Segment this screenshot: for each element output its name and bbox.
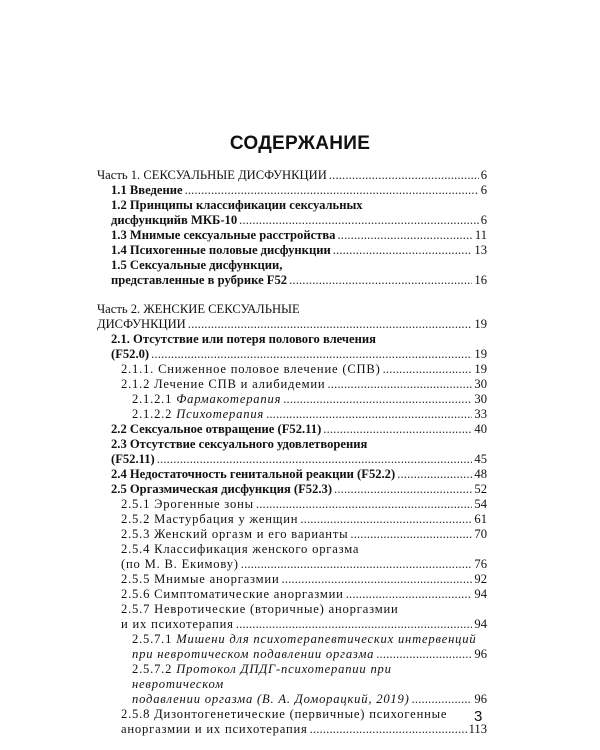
leader-dots (283, 392, 472, 407)
toc-entry-label: при невротическом подавлении оргазма (132, 647, 375, 661)
toc-page-number: 76 (474, 557, 487, 571)
toc-page-number: 30 (474, 392, 487, 406)
toc-page-number: 48 (474, 467, 487, 481)
toc-entry-row (121, 527, 487, 542)
toc-entry-label: Часть 1. СЕКСУАЛЬНЫЕ ДИСФУНКЦИИ (97, 168, 327, 182)
toc-page-number: 11 (474, 228, 487, 242)
toc-entry[interactable] (97, 602, 487, 632)
toc-entry[interactable] (97, 302, 487, 332)
toc-entry-label: и их психотерапия (121, 617, 234, 631)
leader-dots (256, 497, 472, 512)
leader-dots (350, 527, 472, 542)
toc-entry-label: 2.2 Сексуальное отвращение (F52.11) (111, 422, 322, 436)
toc-page-number: 70 (474, 527, 487, 541)
toc-entry-row (121, 572, 487, 587)
toc-page-number: 6 (480, 168, 487, 182)
leader-dots (188, 317, 473, 332)
toc-entry-row (121, 377, 487, 392)
toc-entry-label: 2.1.1. Сниженное половое влечение (СПВ) (121, 362, 381, 376)
leader-dots (300, 512, 472, 527)
toc-entry-row (121, 617, 487, 632)
toc-entry-label: (F52.0) (111, 347, 150, 361)
page-number: 3 (474, 708, 483, 725)
toc-entry-row (121, 587, 487, 602)
toc-page-number: 45 (474, 452, 487, 466)
toc-page-number: 94 (474, 587, 487, 601)
leader-dots (282, 572, 473, 587)
section-gap (97, 288, 487, 302)
toc-entry-line: 2.5.7.2 Протокол ДПДГ-психотерапии при невротическом (132, 662, 392, 691)
leader-dots (383, 362, 473, 377)
toc-entry-row (121, 497, 487, 512)
toc-entry[interactable] (97, 258, 487, 288)
toc-entry[interactable] (97, 542, 487, 572)
toc-entry-label: 2.4 Недостаточность генитальной реакции (F52.2) (111, 467, 396, 481)
leader-dots (239, 213, 479, 228)
toc-entry-label: 2.5.2 Мастурбация у женщин (121, 512, 299, 526)
toc-entry-label: 1.1 Введение (111, 183, 183, 197)
toc-entry-line: 2.1. Отсутствие или потеря полового влечения (111, 332, 376, 346)
toc-entry-label: 1.3 Мнимые сексуальные расстройства (111, 228, 336, 242)
toc-entry-label: 2.5.5 Мнимые аноргазмии (121, 572, 280, 586)
toc-entry-line: 2.5.8 Дизонтогенетические (первичные) психогенные (121, 707, 448, 721)
leader-dots (236, 617, 473, 632)
leader-dots (310, 722, 467, 737)
toc-page-number: 33 (474, 407, 487, 421)
toc-entry-line: 2.5.4 Классификация женского оргазма (121, 542, 360, 556)
toc-entry-label: представленные в рубрике F52 (111, 273, 288, 287)
toc-entry-label: подавлении оргазма (В. А. Доморацкий, 2019) (132, 692, 410, 706)
toc-entry-row (111, 228, 487, 243)
toc-entry[interactable] (97, 243, 487, 258)
toc-page-number: 94 (474, 617, 487, 631)
toc-entry-row (132, 647, 487, 662)
toc-entry-row (111, 422, 487, 437)
toc-page-number: 52 (474, 482, 487, 496)
toc-page-number: 13 (474, 243, 487, 257)
toc-entry-label: 2.5 Оргазмическая дисфункция (F52.3) (111, 482, 333, 496)
toc-entry-line: 1.5 Сексуальные дисфункции, (111, 258, 283, 272)
toc-entry[interactable] (97, 332, 487, 362)
toc-entry-row (111, 482, 487, 497)
leader-dots (157, 452, 473, 467)
leader-dots (333, 243, 473, 258)
toc-page-number: 6 (480, 183, 487, 197)
leader-dots (266, 407, 472, 422)
toc-entry-label: 2.5.6 Симптоматические аноргазмии (121, 587, 344, 601)
leader-dots (323, 422, 472, 437)
toc-entry-label: 2.1.2.1 Фармакотерапия (132, 392, 282, 406)
toc-entry[interactable] (97, 512, 487, 527)
toc-entry[interactable] (97, 572, 487, 587)
table-of-contents (97, 168, 487, 737)
toc-entry-row (121, 362, 487, 377)
toc-entry[interactable] (97, 422, 487, 437)
toc-entry-row (111, 213, 487, 228)
toc-entry-row (97, 317, 487, 332)
toc-entry-label: 2.1.2 Лечение СПВ и алибидемии (121, 377, 326, 391)
toc-entry-row (121, 557, 487, 572)
toc-entry-row (111, 452, 487, 467)
toc-page-number: 113 (468, 722, 487, 736)
leader-dots (337, 228, 472, 243)
toc-entry-line: 2.3 Отсутствие сексуального удовлетворения (111, 437, 368, 451)
toc-entry-label: ДИСФУНКЦИИ (97, 317, 186, 331)
toc-entry-label: 1.4 Психогенные половые дисфункции (111, 243, 331, 257)
toc-page-number: 6 (480, 213, 487, 227)
toc-entry[interactable] (97, 662, 487, 707)
toc-page-number: 30 (474, 377, 487, 391)
toc-entry-label: (по М. В. Екимову) (121, 557, 239, 571)
toc-entry[interactable] (97, 183, 487, 198)
toc-entry[interactable] (97, 527, 487, 542)
toc-entry-label: 2.1.2.2 Психотерапия (132, 407, 265, 421)
toc-entry-row (97, 168, 487, 183)
leader-dots (185, 183, 479, 198)
toc-entry[interactable] (97, 198, 487, 228)
toc-entry-line: 2.5.7 Невротические (вторичные) аноргазмии (121, 602, 399, 616)
leader-dots (397, 467, 472, 482)
toc-entry-line: Часть 2. ЖЕНСКИЕ СЕКСУАЛЬНЫЕ (97, 302, 300, 316)
toc-entry-row (121, 512, 487, 527)
toc-entry[interactable] (97, 482, 487, 497)
leader-dots (151, 347, 472, 362)
toc-entry[interactable] (97, 707, 487, 737)
toc-entry-row (111, 183, 487, 198)
toc-entry[interactable] (97, 377, 487, 392)
toc-page-number: 19 (474, 362, 487, 376)
leader-dots (346, 587, 473, 602)
leader-dots (412, 692, 473, 707)
toc-entry-row (111, 467, 487, 482)
toc-page-number: 19 (474, 317, 487, 331)
toc-entry-row (132, 392, 487, 407)
toc-entry[interactable] (97, 228, 487, 243)
toc-entry-row (111, 347, 487, 362)
toc-entry-label: (F52.11) (111, 452, 155, 466)
toc-entry-row (132, 692, 487, 707)
toc-entry-label: аноргазмии и их психотерапия (121, 722, 308, 736)
toc-entry[interactable] (97, 497, 487, 512)
toc-entry-row (111, 273, 487, 288)
toc-page-number: 40 (474, 422, 487, 436)
toc-entry-label: 2.5.3 Женский оргазм и его варианты (121, 527, 349, 541)
toc-entry[interactable] (97, 168, 487, 183)
toc-page-number: 61 (474, 512, 487, 526)
toc-entry-label: дисфункцийв МКБ-10 (111, 213, 238, 227)
toc-page-number: 19 (474, 347, 487, 361)
toc-page-number: 96 (474, 692, 487, 706)
toc-entry-row (132, 407, 487, 422)
toc-entry-row (121, 722, 487, 737)
toc-entry-row (111, 243, 487, 258)
leader-dots (329, 168, 479, 183)
toc-entry[interactable] (97, 437, 487, 467)
page-title: СОДЕРЖАНИЕ (229, 133, 371, 154)
toc-entry[interactable] (97, 392, 487, 407)
toc-entry-label: 2.5.1 Эрогенные зоны (121, 497, 254, 511)
toc-page-number: 54 (474, 497, 487, 511)
leader-dots (327, 377, 472, 392)
toc-entry-line: 1.2 Принципы классификации сексуальных (111, 198, 363, 212)
leader-dots (241, 557, 473, 572)
leader-dots (376, 647, 472, 662)
toc-entry[interactable] (97, 587, 487, 602)
toc-page-number: 16 (474, 273, 487, 287)
toc-entry[interactable] (97, 467, 487, 482)
toc-entry[interactable] (97, 407, 487, 422)
leader-dots (334, 482, 472, 497)
toc-page-number: 96 (474, 647, 487, 661)
toc-entry-line: 2.5.7.1 Мишени для психотерапевтических интервенций (132, 632, 477, 646)
leader-dots (289, 273, 472, 288)
toc-page-number: 92 (474, 572, 487, 586)
toc-entry[interactable] (97, 632, 487, 662)
toc-entry[interactable] (97, 362, 487, 377)
